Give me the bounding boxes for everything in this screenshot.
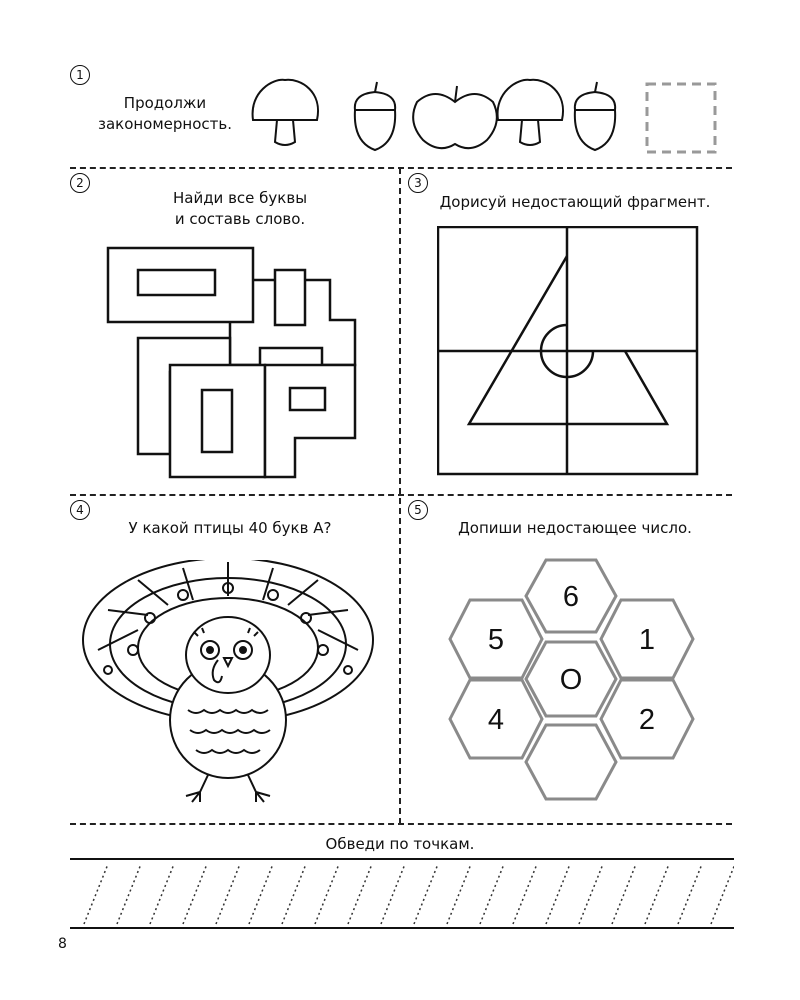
trace-dotted-slash[interactable] — [117, 864, 141, 924]
trace-dotted-slash[interactable] — [480, 864, 504, 924]
task-number-3: 3 — [408, 173, 428, 193]
letter-de-hole — [275, 270, 305, 325]
empty-answer-box[interactable] — [647, 84, 715, 152]
hex-upper-right-number: 1 — [638, 624, 656, 656]
hexagon-puzzle — [446, 556, 702, 806]
trace-dotted-slash[interactable] — [645, 864, 669, 924]
task-4-text: У какой птицы 40 букв А? — [128, 519, 332, 537]
trace-dotted-slash[interactable] — [84, 864, 108, 924]
hex-lower-right-number: 2 — [638, 704, 656, 736]
task-1-line-1: Продолжи — [123, 94, 207, 112]
trace-dotted-slash[interactable] — [282, 864, 306, 924]
trace-dotted-slash[interactable] — [348, 864, 372, 924]
task-3-text: Дорисуй недостающий фрагмент. — [439, 193, 711, 211]
turkey-head — [186, 617, 270, 693]
task-number-2: 2 — [70, 173, 90, 193]
trace-dotted-slash[interactable] — [612, 864, 636, 924]
turkey-illustration — [78, 560, 378, 805]
trace-dotted-slash[interactable] — [447, 864, 471, 924]
letter-er-hole — [290, 388, 325, 410]
turkey-legs — [186, 775, 270, 802]
task-number-5: 5 — [408, 500, 428, 520]
task-1-line-2: закономерность. — [97, 115, 233, 133]
acorn-icon — [575, 82, 615, 150]
hex-center-letter: О — [559, 664, 583, 696]
trace-dotted-slash[interactable] — [678, 864, 702, 924]
pattern-row — [245, 72, 725, 162]
divider-bottom — [70, 823, 732, 825]
trace-dotted-slash[interactable] — [513, 864, 537, 924]
hex-bottom[interactable] — [526, 725, 616, 799]
trace-dotted-slash[interactable] — [249, 864, 273, 924]
acorn-icon — [355, 82, 395, 150]
mushroom-icon — [253, 80, 318, 145]
divider-vertical — [399, 168, 401, 824]
trace-dotted-slash[interactable] — [546, 864, 570, 924]
trace-dotted-slash[interactable] — [414, 864, 438, 924]
letter-o-bottom-hole — [202, 390, 232, 452]
task-number-4: 4 — [70, 500, 90, 520]
tracing-lines[interactable] — [70, 858, 734, 930]
letter-de-inner — [260, 348, 322, 366]
letter-o-top-hole — [138, 270, 215, 295]
trace-dotted-slash[interactable] — [216, 864, 240, 924]
mushroom-icon — [498, 80, 563, 145]
divider-middle — [70, 494, 732, 496]
hex-lower-left-number: 4 — [487, 704, 505, 736]
hidden-letters-puzzle — [100, 240, 365, 480]
trace-dotted-slash[interactable] — [315, 864, 339, 924]
trace-dotted-slash[interactable] — [711, 864, 734, 924]
task-2-line-2: и составь слово. — [174, 210, 306, 228]
trace-dotted-slash[interactable] — [579, 864, 603, 924]
trace-dotted-slash[interactable] — [150, 864, 174, 924]
hex-upper-left-number: 5 — [487, 624, 505, 656]
task-2-line-1: Найди все буквы — [172, 189, 308, 207]
hex-top-number: 6 — [562, 581, 580, 613]
task-number-1: 1 — [70, 65, 90, 85]
page-number: 8 — [58, 936, 67, 952]
trace-dotted-slash[interactable] — [183, 864, 207, 924]
trace-dotted-slash[interactable] — [381, 864, 405, 924]
letter-er-shape — [265, 365, 355, 477]
task-5-text: Допиши недостающее число. — [458, 519, 692, 537]
task-1-text — [80, 93, 250, 135]
divider-top — [70, 167, 732, 169]
apple-icon — [413, 86, 497, 148]
task-2-text — [130, 188, 350, 230]
fragment-puzzle — [437, 226, 699, 476]
trace-text: Обведи по точкам. — [325, 835, 475, 853]
